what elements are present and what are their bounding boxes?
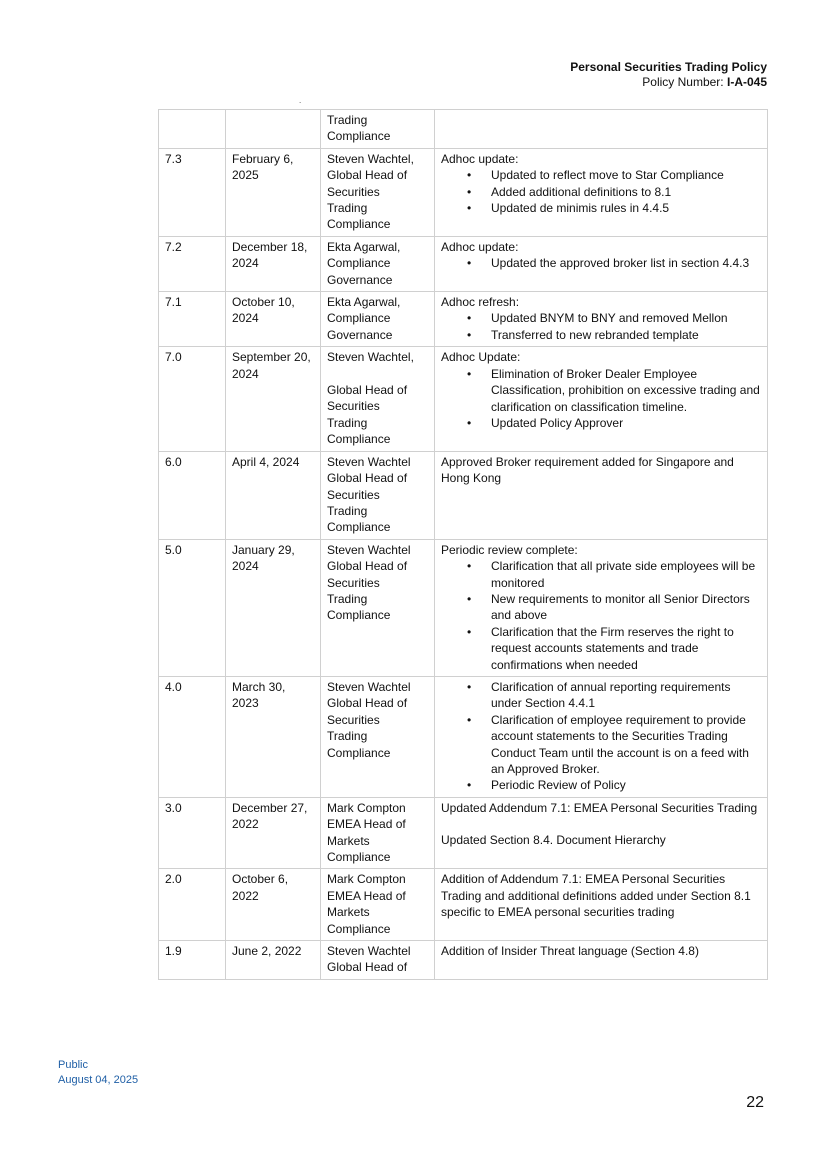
author-line: Global Head of <box>327 696 408 711</box>
stray-mark: . <box>299 96 302 105</box>
change-item: • Updated Policy Approver <box>441 415 761 431</box>
change-summary: Addition of Addendum 7.1: EMEA Personal Securities Trading and additional definitions added under Section 8.1 specific to EMEA personal securities trading <box>441 872 751 920</box>
author-line: Steven Wachtel <box>327 679 411 694</box>
author-line: EMEA Head of <box>327 888 406 903</box>
table-row <box>159 869 768 941</box>
author-line: Mark Compton <box>327 872 406 887</box>
change-item: • New requirements to monitor all Senior Directors and above <box>441 591 761 624</box>
author-line: Ekta Agarwal, <box>327 295 401 310</box>
change-description-cell <box>435 539 768 676</box>
policy-number <box>570 75 767 90</box>
version-cell: 7.2 <box>159 236 226 291</box>
change-item: • Clarification that the Firm reserves the right to request accounts statements and trade confirmations when needed <box>441 624 761 673</box>
author-line: Ekta Agarwal, <box>327 239 401 254</box>
change-summary: Adhoc update: <box>441 239 519 254</box>
author-line: Governance <box>327 327 393 342</box>
change-summary: Periodic review complete: <box>441 542 578 557</box>
change-summary: Adhoc refresh: <box>441 295 520 310</box>
author-line: Steven Wachtel, <box>327 350 414 365</box>
author-line: Compliance <box>327 745 391 760</box>
author-line: Securities <box>327 712 380 727</box>
author-cell <box>321 539 435 676</box>
author-line: Steven Wachtel <box>327 944 411 959</box>
author-line: Global Head of <box>327 960 408 975</box>
author-cell <box>321 347 435 451</box>
version-cell: 7.1 <box>159 292 226 347</box>
change-description-cell <box>435 292 768 347</box>
author-line: Securities <box>327 575 380 590</box>
author-line: Trading <box>327 591 368 606</box>
change-summary: Adhoc Update: <box>441 350 521 365</box>
author-line <box>327 366 428 382</box>
date-cell: April 4, 2024 <box>226 451 321 539</box>
change-summary: Adhoc update: <box>441 151 519 166</box>
version-cell: 5.0 <box>159 539 226 676</box>
change-list <box>441 310 761 343</box>
change-item: • Periodic Review of Policy <box>441 777 761 793</box>
author-cell <box>321 676 435 797</box>
table-row <box>159 797 768 869</box>
date-cell: September 20, 2024 <box>226 347 321 451</box>
author-line: Global Head of <box>327 383 408 398</box>
change-item: • Clarification that all private side employees will be monitored <box>441 558 761 591</box>
table-row <box>159 676 768 797</box>
author-line: Compliance <box>327 921 391 936</box>
table-row <box>159 148 768 236</box>
author-line: Compliance <box>327 608 391 623</box>
author-line: Securities <box>327 487 380 502</box>
change-list <box>441 255 761 271</box>
date-cell: October 6, 2022 <box>226 869 321 941</box>
change-item: • Added additional definitions to 8.1 <box>441 184 761 200</box>
author-line: Steven Wachtel <box>327 542 411 557</box>
version-cell: 6.0 <box>159 451 226 539</box>
date-cell: March 30, 2023 <box>226 676 321 797</box>
author-line: Compliance <box>327 256 391 271</box>
version-cell: 7.0 <box>159 347 226 451</box>
page-footer <box>58 1058 138 1088</box>
table-row <box>159 539 768 676</box>
author-line: Mark Compton <box>327 800 406 815</box>
change-description-cell <box>435 110 768 149</box>
change-item: • Clarification of annual reporting requirements under Section 4.4.1 <box>441 679 761 712</box>
change-item: • Updated de minimis rules in 4.4.5 <box>441 200 761 216</box>
change-list <box>441 679 761 794</box>
classification-label: Public <box>58 1059 88 1071</box>
change-item: • Elimination of Broker Dealer Employee Classification, prohibition on excessive trading and clarification on classification timeline. <box>441 366 761 415</box>
author-line: Compliance <box>327 432 391 447</box>
author-line: Trading <box>327 503 368 518</box>
version-cell: 4.0 <box>159 676 226 797</box>
revision-history-body <box>159 110 768 980</box>
table-row <box>159 236 768 291</box>
date-cell: October 10, 2024 <box>226 292 321 347</box>
author-line: EMEA Head of <box>327 817 406 832</box>
author-line: Global Head of <box>327 559 408 574</box>
change-description-cell <box>435 869 768 941</box>
page-header <box>570 60 767 90</box>
author-line: Markets <box>327 833 370 848</box>
author-line: Compliance <box>327 311 391 326</box>
date-cell: February 6, 2025 <box>226 148 321 236</box>
change-description-cell <box>435 451 768 539</box>
table-row <box>159 451 768 539</box>
change-description-cell <box>435 676 768 797</box>
date-cell: December 18, 2024 <box>226 236 321 291</box>
version-cell <box>159 110 226 149</box>
footer-date: August 04, 2025 <box>58 1074 139 1086</box>
author-line: Trading <box>327 113 368 127</box>
author-line: Securities <box>327 399 380 414</box>
change-item: • Updated BNYM to BNY and removed Mellon <box>441 310 761 326</box>
revision-history-table <box>158 109 768 980</box>
author-line: Trading <box>327 415 368 430</box>
page-number: 22 <box>746 1094 764 1111</box>
change-description-cell <box>435 797 768 869</box>
table-row <box>159 941 768 980</box>
author-cell <box>321 292 435 347</box>
change-item: • Clarification of employee requirement to provide account statements to the Securities Trading Conduct Team until the account is on a feed with an Approved Broker. <box>441 712 761 778</box>
version-cell: 1.9 <box>159 941 226 980</box>
author-line: Markets <box>327 905 370 920</box>
author-cell <box>321 869 435 941</box>
version-cell: 7.3 <box>159 148 226 236</box>
author-line: Governance <box>327 272 393 287</box>
author-cell <box>321 148 435 236</box>
author-line: Trading <box>327 729 368 744</box>
table-row <box>159 292 768 347</box>
author-line: Global Head of <box>327 471 408 486</box>
change-summary: Addition of Insider Threat language (Section 4.8) <box>441 944 699 959</box>
author-line: Compliance <box>327 217 391 232</box>
policy-title: Personal Securities Trading Policy <box>570 60 767 74</box>
change-item: • Updated to reflect move to Star Compliance <box>441 167 761 183</box>
date-cell: June 2, 2022 <box>226 941 321 980</box>
author-cell <box>321 941 435 980</box>
date-cell <box>226 110 321 149</box>
table-row <box>159 110 768 149</box>
change-description-cell <box>435 236 768 291</box>
author-line: Global Head of <box>327 168 408 183</box>
date-cell: January 29, 2024 <box>226 539 321 676</box>
change-description-cell <box>435 148 768 236</box>
change-summary: Updated Addendum 7.1: EMEA Personal Securities Trading <box>441 800 758 815</box>
change-summary-extra: Updated Section 8.4. Document Hierarchy <box>441 833 666 848</box>
change-description-cell <box>435 941 768 980</box>
change-list <box>441 366 761 432</box>
author-line: Trading <box>327 201 368 216</box>
author-line: Compliance <box>327 850 391 865</box>
change-list <box>441 558 761 673</box>
version-cell: 2.0 <box>159 869 226 941</box>
author-cell <box>321 110 435 149</box>
author-line: Compliance <box>327 129 391 144</box>
policy-number-label: Policy Number: <box>642 75 727 89</box>
change-summary: Approved Broker requirement added for Singapore and Hong Kong <box>441 454 734 486</box>
author-line: Securities <box>327 184 380 199</box>
change-list <box>441 167 761 216</box>
spacer <box>441 816 761 832</box>
policy-number-value: I-A-045 <box>726 75 767 89</box>
author-line: Steven Wachtel <box>327 454 411 469</box>
author-cell <box>321 797 435 869</box>
change-description-cell <box>435 347 768 451</box>
author-line: Steven Wachtel, <box>327 151 414 166</box>
version-cell: 3.0 <box>159 797 226 869</box>
table-row <box>159 347 768 451</box>
author-cell <box>321 236 435 291</box>
author-line: Compliance <box>327 520 391 535</box>
change-item: • Updated the approved broker list in section 4.4.3 <box>441 255 761 271</box>
date-cell: December 27, 2022 <box>226 797 321 869</box>
change-item: • Transferred to new rebranded template <box>441 327 761 343</box>
author-cell <box>321 451 435 539</box>
